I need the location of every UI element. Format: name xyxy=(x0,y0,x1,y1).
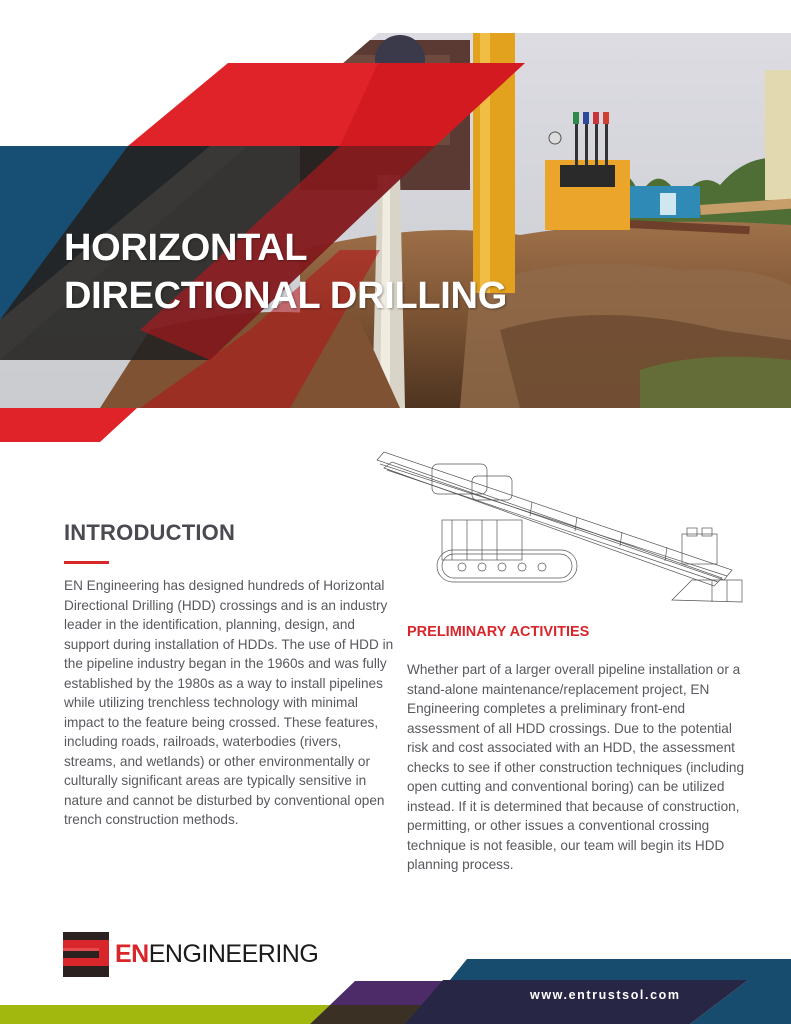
heading-underline xyxy=(64,561,109,564)
green-stripe xyxy=(0,1005,330,1024)
page-title xyxy=(64,224,507,320)
hero-banner xyxy=(0,0,791,450)
preliminary-activities-body: Whether part of a larger overall pipeline installation or a stand-alone maintenance/replacement project, EN Engineering completes a preliminary front-end assessment of all HDD crossings. Due to the potential risk and cost associated with an HDD, the assessment checks to see if other construction techniques (including open cutting and conventional boring) can be utilized instead. If it is determined that because of construction, permitting, or other issues a conventional crossing technique is not feasible, our team will begin its HDD planning process. xyxy=(407,662,745,872)
footer-bands xyxy=(0,950,791,1024)
preliminary-activities-heading: PRELIMINARY ACTIVITIES xyxy=(407,624,590,640)
introduction-heading: INTRODUCTION xyxy=(64,520,236,545)
logo-wordmark-engineering: ENGINEERING xyxy=(148,940,319,968)
introduction-body: EN Engineering has designed hundreds of Horizontal Directional Drilling (HDD) crossings and is an industry leader in the identification, planning, design, and support during installation of HDDs. The use of HDD in the pipeline industry began in the 1960s and was fully established by the 1980s as a way to install pipelines while utilizing trenchless technology with minimal impact to the feature being crossed. These features, including roads, railroads, waterbodies (rivers, streams, and wetlands) or other environmentally or culturally significant areas are typically sensitive in nature and cannot be disturbed by conventional open trench construction methods. xyxy=(64,578,394,827)
red-stripe-bottom xyxy=(0,408,137,442)
footer-graphic xyxy=(0,950,791,1024)
page-title-line-2: DIRECTIONAL DRILLING xyxy=(64,275,507,317)
website-link[interactable]: www.entrustsol.com xyxy=(530,988,681,1002)
navy-stripe-footer xyxy=(405,980,748,1024)
logo-wordmark-en: EN xyxy=(115,940,149,968)
drill-rig-drawing xyxy=(372,450,747,610)
page-title-line-1: HORIZONTAL xyxy=(64,227,308,269)
